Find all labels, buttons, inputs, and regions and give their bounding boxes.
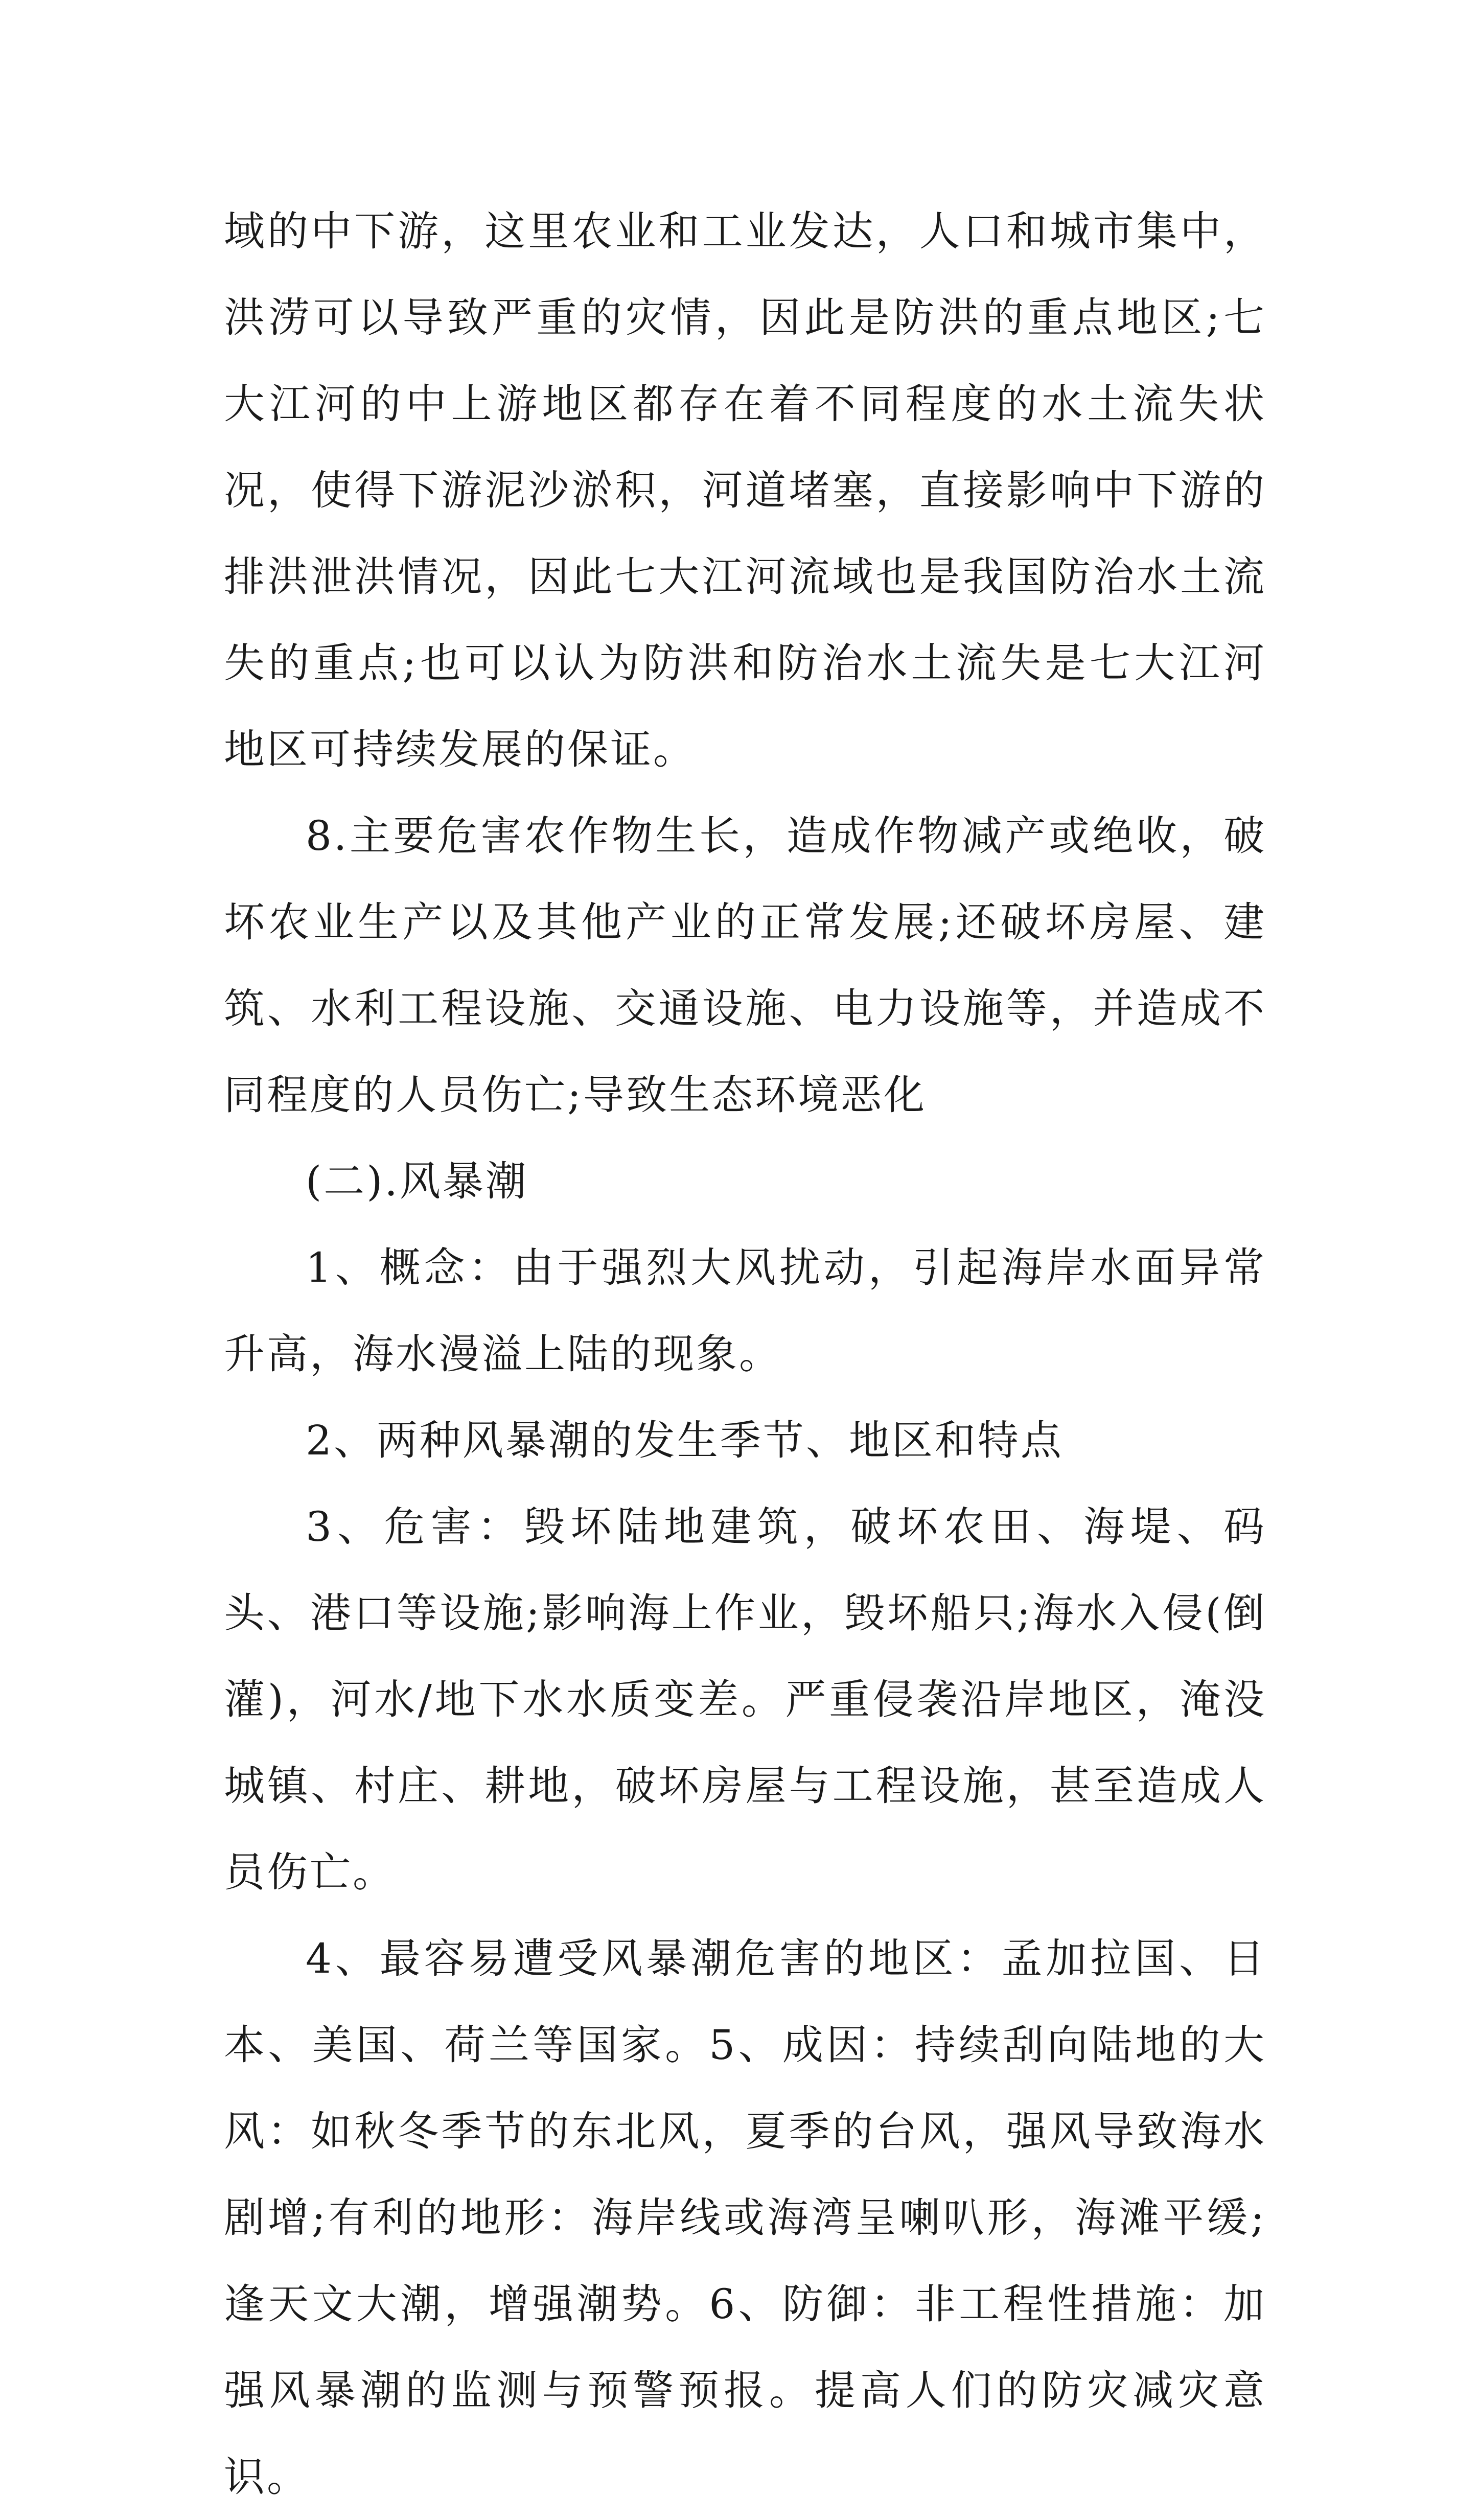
paragraph-flood-harm: 8.主要危害农作物生长，造成作物减产或绝收，破坏农业生产以及其他产业的正常发展;还破坏房屋、建筑、水利工程设施、交通设施、电力设施等，并造成不同程度的人员伤亡;导致生态环境恶化 xyxy=(224,812,1266,1119)
paragraph-storm-regions: 4、最容易遭受风暴潮危害的地区：孟加拉国、日本、美国、荷兰等国家。5、成因：持续刮向陆地的大风：如秋冬季节的东北风，夏季的台风，强风导致海水剧增;有利的地形：海岸线或海湾呈喇叭形，海滩平缓;逢天文大潮，增强潮势。6、防御：非工程性措施：加强风暴潮的监测与预警预报。提高人们的防灾减灾意识。 xyxy=(224,1935,1266,2501)
section-heading-storm-surge: (二).风暴潮 xyxy=(306,1158,528,1205)
paragraph-storm-concept: 1、概念：由于强烈大风扰动，引起海岸水面异常升高，海水漫溢上陆的现象。 xyxy=(224,1244,1266,1378)
paragraph-flood-basin: 域的中下游，这里农业和工业发达，人口和城市集中，洪涝可以导致严重的灾情，因此是防洪的重点地区;七大江河的中上游地区都存在着不同程度的水土流失状况，使得下游泥沙淤积，河道堵塞，直接影响中下游的排洪泄洪情况，因此七大江河流域也是我国防治水土流失的重点;也可以认为防洪和防治水土流失是七大江河地区可持续发展的保证。 xyxy=(224,207,1266,773)
paragraph-storm-types: 2、两种风暴潮的发生季节、地区和特点 xyxy=(306,1417,1064,1464)
paragraph-storm-harm: 3、危害：毁坏陆地建筑，破坏农田、海堤、码头、港口等设施;影响海上作业，毁坏船只;海水入侵(倒灌)，河水/地下水水质变差。严重侵袭沿岸地区，淹没城镇、村庄、耕地，破坏房屋与工程设施，甚至造成人员伤亡。 xyxy=(224,1503,1266,1896)
document-body xyxy=(224,188,1266,2520)
